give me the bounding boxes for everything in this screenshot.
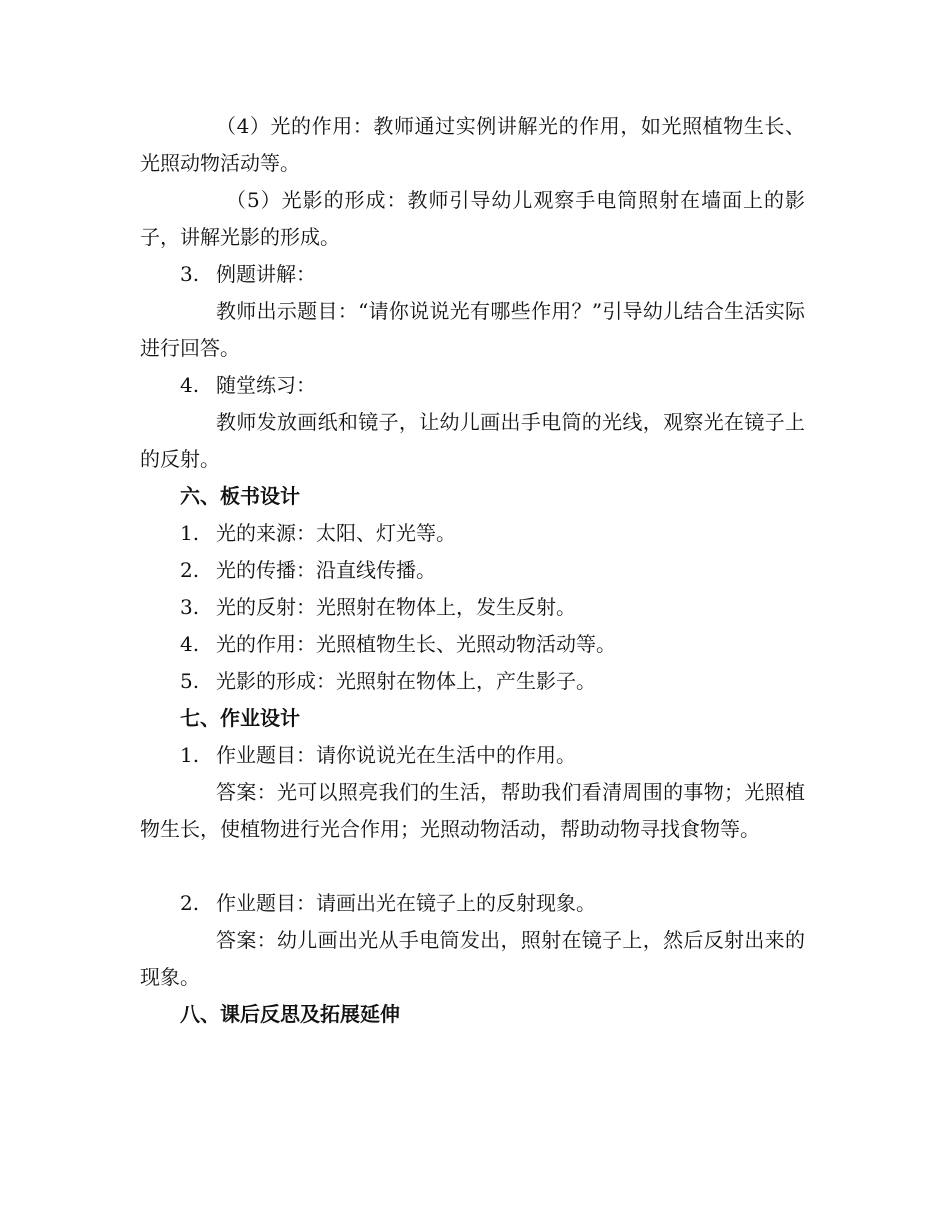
list-label: 例题讲解：	[216, 262, 316, 286]
homework-answer-1: 答案：光可以照亮我们的生活，帮助我们看清周围的事物；光照植物生长，使植物进行光合作用；光照动物活动，帮助动物寻找食物等。	[140, 780, 805, 841]
list-label: 随堂练习：	[216, 373, 316, 397]
section-heading-board-design: 六、板书设计	[180, 484, 300, 508]
list-item	[180, 626, 616, 663]
list-number: 4.	[180, 373, 200, 397]
section-heading-reflection: 八、课后反思及拓展延伸	[180, 1002, 400, 1026]
list-item	[180, 552, 436, 589]
list-item-practice	[180, 367, 316, 404]
list-number: 4.	[180, 632, 200, 656]
list-number: 2.	[180, 558, 200, 582]
list-number: 1.	[180, 743, 200, 767]
homework-answer-2: 答案：幼儿画出光从手电筒发出，照射在镜子上，然后反射出来的现象。	[140, 928, 805, 989]
list-text: 光的作用：光照植物生长、光照动物活动等。	[216, 632, 616, 656]
list-item	[180, 589, 576, 626]
list-item	[180, 515, 456, 552]
list-text: 光的来源：太阳、灯光等。	[216, 521, 456, 545]
paragraph-shadow-formation: （5）光影的形成：教师引导幼儿观察手电筒照射在墙面上的影子，讲解光影的形成。	[140, 188, 805, 249]
list-number: 1.	[180, 521, 200, 545]
paragraph-practice-text: 教师发放画纸和镜子，让幼儿画出手电筒的光线，观察光在镜子上的反射。	[140, 410, 805, 471]
question-text: 作业题目：请你说说光在生活中的作用。	[216, 743, 576, 767]
homework-question-2	[180, 885, 596, 922]
paragraph-light-function: （4）光的作用：教师通过实例讲解光的作用，如光照植物生长、光照动物活动等。	[140, 114, 805, 175]
list-text: 光的传播：沿直线传播。	[216, 558, 436, 582]
paragraph-example-text: 教师出示题目：“请你说说光有哪些作用？”引导幼儿结合生活实际进行回答。	[140, 299, 805, 360]
list-text: 光的反射：光照射在物体上，发生反射。	[216, 595, 576, 619]
homework-question-1	[180, 737, 576, 774]
question-text: 作业题目：请画出光在镜子上的反射现象。	[216, 891, 596, 915]
list-number: 3.	[180, 595, 200, 619]
list-item	[180, 663, 596, 700]
list-number: 2.	[180, 891, 200, 915]
list-number: 5.	[180, 669, 200, 693]
list-text: 光影的形成：光照射在物体上，产生影子。	[216, 669, 596, 693]
list-item-example	[180, 256, 316, 293]
list-number: 3.	[180, 262, 200, 286]
section-heading-homework: 七、作业设计	[180, 706, 300, 730]
